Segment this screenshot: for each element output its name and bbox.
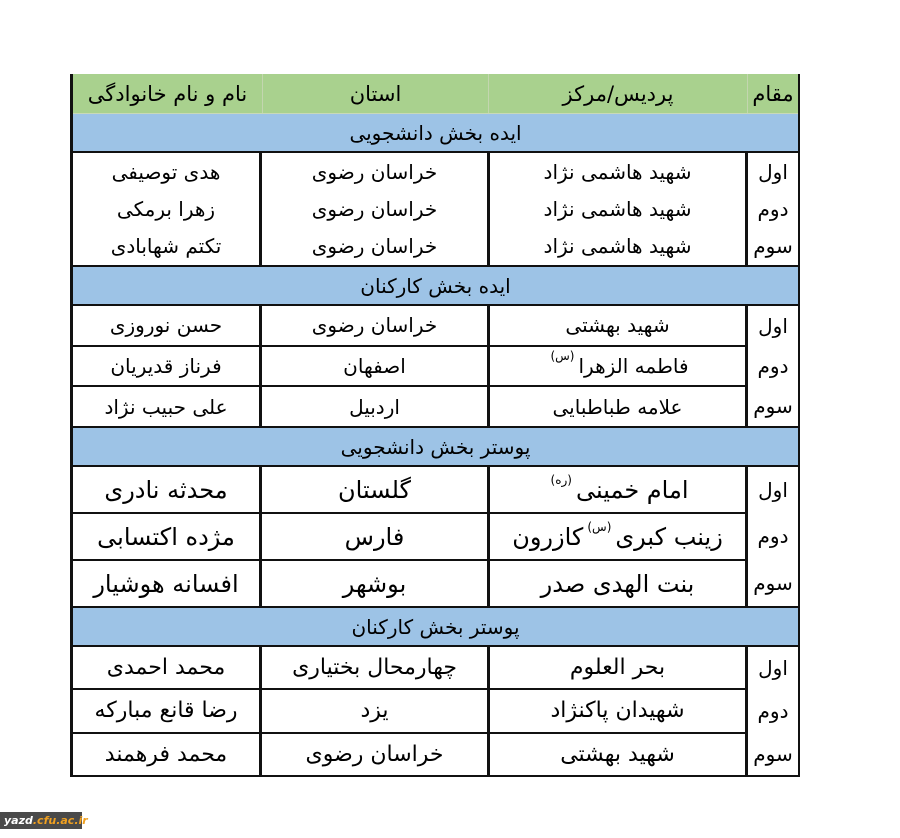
rank-cell: اول (758, 656, 788, 681)
rank-column (745, 647, 798, 775)
province-cell: گلستان (259, 467, 487, 512)
province-cell: فارس (259, 514, 487, 559)
rank-cell: اول (758, 159, 788, 184)
section-staff-poster (73, 647, 798, 775)
rank-column (745, 153, 798, 265)
campus-cell (487, 514, 745, 559)
province-cell: خراسان رضوی (259, 153, 487, 190)
province-cell: خراسان رضوی (259, 734, 487, 775)
watermark-domain: .cfu.ac.ir (32, 814, 88, 827)
name-cell: علی حبیب نژاد (104, 394, 228, 419)
name-cell: محدثه نادری (104, 475, 228, 504)
province-cell: یزد (259, 690, 487, 731)
table-header-row (73, 74, 798, 114)
honorific-superscript: (س) (587, 519, 612, 534)
rank-cell: دوم (757, 699, 789, 723)
campus-cell: بنت الهدی صدر (487, 561, 745, 606)
table-row (73, 512, 745, 559)
table-row (73, 647, 745, 688)
campus-cell (487, 467, 745, 512)
name-cell: مژده اکتسابی (97, 522, 235, 551)
table-row (73, 732, 745, 775)
campus-city: کازرون (512, 522, 584, 551)
rank-cell: سوم (753, 741, 793, 766)
campus-cell: شهید هاشمی نژاد (487, 190, 745, 227)
table-row (73, 306, 745, 345)
section-title-student-idea: ایده بخش دانشجویی (73, 114, 798, 153)
campus-cell (487, 347, 745, 386)
campus-cell: شهید هاشمی نژاد (487, 153, 745, 190)
rank-cell: سوم (753, 234, 793, 259)
campus-name: زینب کبری (615, 522, 723, 551)
section-staff-idea (73, 306, 798, 426)
name-cell: رضا قانع مبارکه (94, 698, 238, 724)
campus-cell: شهید بهشتی (487, 734, 745, 775)
table-row (73, 688, 745, 731)
campus-cell: بحر العلوم (487, 647, 745, 688)
rank-cell: سوم (753, 394, 793, 418)
table-row (73, 559, 745, 606)
name-cell: محمد فرهمند (104, 741, 228, 767)
province-cell: چهارمحال بختیاری (259, 647, 487, 688)
honorific-superscript: (ره) (550, 472, 572, 487)
campus-cell: شهید هاشمی نژاد (487, 228, 745, 265)
rank-cell: دوم (757, 354, 789, 378)
rank-cell: اول (758, 314, 788, 338)
province-cell: اصفهان (259, 347, 487, 386)
name-cell: تکتم شهابادی (110, 234, 222, 259)
header-rank: مقام (752, 81, 794, 106)
name-cell: محمد احمدی (106, 655, 226, 681)
table-row (73, 153, 745, 190)
rank-cell: دوم (757, 524, 789, 549)
watermark-subdomain: yazd (4, 814, 33, 827)
campus-name: امام خمینی (575, 475, 689, 504)
header-name: نام و نام خانوادگی (73, 74, 263, 113)
rank-column (745, 306, 798, 426)
table-row (73, 345, 745, 386)
section-title-staff-idea: ایده بخش کارکنان (73, 265, 798, 306)
header-campus: پردیس/مرکز (489, 74, 748, 113)
honorific-superscript: (س) (550, 349, 575, 363)
campus-cell: شهیدان پاکنژاد (487, 690, 745, 731)
province-cell: خراسان رضوی (259, 306, 487, 345)
rank-cell: اول (758, 478, 788, 503)
name-cell: هدی توصیفی (111, 159, 221, 184)
section-title-student-poster: پوستر بخش دانشجویی (73, 426, 798, 467)
name-cell: حسن نوروزی (109, 313, 223, 338)
site-watermark (0, 812, 88, 829)
province-cell: اردبیل (259, 387, 487, 426)
winners-table (70, 74, 800, 777)
province-cell: خراسان رضوی (259, 228, 487, 265)
header-province: استان (263, 74, 489, 113)
section-title-staff-poster: پوستر بخش کارکنان (73, 606, 798, 647)
name-cell: افسانه هوشیار (93, 569, 239, 598)
name-cell: زهرا برمکی (116, 196, 216, 221)
table-row (73, 467, 745, 512)
rank-cell: سوم (753, 570, 793, 595)
table-row (73, 385, 745, 426)
campus-cell: شهید بهشتی (487, 306, 745, 345)
rank-cell: دوم (757, 196, 789, 221)
campus-cell: علامه طباطبایی (487, 387, 745, 426)
section-student-idea (73, 153, 798, 265)
table-bottom-border (73, 775, 798, 777)
name-cell: فرناز قدیریان (110, 354, 222, 378)
province-cell: بوشهر (259, 561, 487, 606)
campus-name: فاطمه الزهرا (578, 354, 689, 378)
rank-column (745, 467, 798, 606)
table-row (73, 190, 745, 227)
section-student-poster (73, 467, 798, 606)
table-row (73, 228, 745, 265)
province-cell: خراسان رضوی (259, 190, 487, 227)
